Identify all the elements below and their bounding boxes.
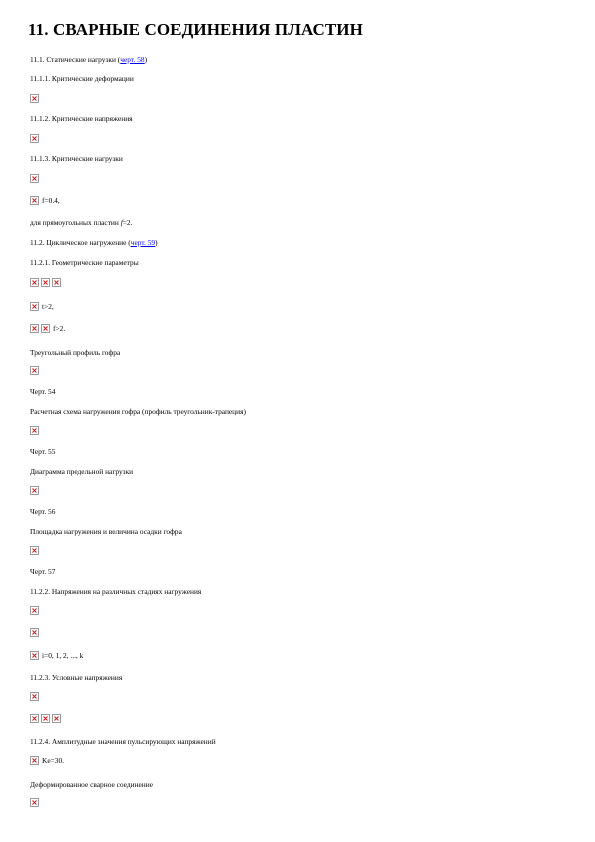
formula-image-row (30, 300, 54, 311)
section-11-1-3-heading: 11.1.3. Критические нагрузки (30, 154, 123, 163)
formula-image-row (30, 132, 41, 143)
link-chart-59[interactable]: черт. 59 (130, 238, 156, 247)
formula-image-row (30, 690, 41, 701)
chart-number: Черт. 55 (30, 447, 56, 456)
paragraph-text: для прямоугольных пластин f=2. (30, 218, 133, 227)
figure-image-row (30, 364, 41, 375)
broken-image-icon (30, 366, 39, 375)
formula-image-row (30, 172, 41, 183)
figure-image-row (30, 484, 41, 495)
formula-image-row (30, 322, 65, 333)
broken-image-icon (30, 651, 39, 660)
chart-number: Черт. 56 (30, 507, 56, 516)
section-11-2-1-heading: 11.2.1. Геометрические параметры (30, 258, 139, 267)
formula-text: f>2. (53, 324, 66, 333)
formula-image-row (30, 649, 83, 660)
section-11-2-heading: 11.2. Циклическое нагружение (черт. 59) (30, 238, 158, 247)
figure-image-row (30, 424, 41, 435)
chart-number: Черт. 57 (30, 567, 56, 576)
broken-image-icon (30, 546, 39, 555)
broken-image-icon (30, 196, 39, 205)
section-11-1-heading: 11.1. Статические нагрузки (черт. 58) (30, 55, 148, 64)
formula-image-row (30, 194, 60, 205)
figure-image-row (30, 796, 41, 807)
formula-text: t>2, (42, 302, 54, 311)
figure-caption: Диаграмма предельной нагрузки (30, 467, 134, 476)
broken-image-icon (41, 714, 50, 723)
figure-caption: Расчетная схема нагружения гофра (профиль треугольник-трапеция) (30, 407, 246, 416)
figure-caption: Треугольный профиль гофра (30, 348, 121, 357)
section-11-2-2-heading: 11.2.2. Напряжения на различных стадиях нагружения (30, 587, 202, 596)
broken-image-icon (30, 606, 39, 615)
broken-image-icon (30, 798, 39, 807)
page-title: 11. СВАРНЫЕ СОЕДИНЕНИЯ ПЛАСТИН (28, 20, 363, 39)
section-11-2-4-heading: 11.2.4. Амплитудные значения пульсирующих напряжений (30, 737, 216, 746)
broken-image-icon (30, 628, 39, 637)
broken-image-icon (41, 278, 50, 287)
link-chart-58[interactable]: черт. 58 (120, 55, 145, 64)
section-11-1-2-heading: 11.1.2. Критические напряжения (30, 114, 133, 123)
broken-image-icon (30, 486, 39, 495)
section-11-2-3-heading: 11.2.3. Условные напряжения (30, 673, 123, 682)
broken-image-icon (30, 134, 39, 143)
broken-image-icon (30, 278, 39, 287)
formula-image-row (30, 604, 41, 615)
broken-image-icon (30, 94, 39, 103)
broken-image-icon (52, 714, 61, 723)
section-11-1-1-heading: 11.1.1. Критические деформации (30, 74, 134, 83)
formula-text: Ke=30. (42, 756, 65, 765)
figure-caption: Площадка нагружения и величина осадки гофра (30, 527, 182, 536)
formula-image-row (30, 626, 41, 637)
formula-image-row (30, 754, 64, 765)
formula-text: f=0.4, (42, 196, 60, 205)
broken-image-icon (30, 426, 39, 435)
formula-image-row (30, 276, 63, 287)
formula-image-row (30, 92, 41, 103)
formula-image-row (30, 712, 63, 723)
figure-image-row (30, 544, 41, 555)
broken-image-icon (52, 278, 61, 287)
broken-image-icon (30, 756, 39, 765)
formula-text: i=0, 1, 2, ..., k (42, 651, 84, 660)
broken-image-icon (30, 302, 39, 311)
broken-image-icon (41, 324, 50, 333)
broken-image-icon (30, 692, 39, 701)
chart-number: Черт. 54 (30, 387, 56, 396)
broken-image-icon (30, 324, 39, 333)
broken-image-icon (30, 714, 39, 723)
broken-image-icon (30, 174, 39, 183)
figure-caption: Деформированное сварное соединение (30, 780, 153, 789)
